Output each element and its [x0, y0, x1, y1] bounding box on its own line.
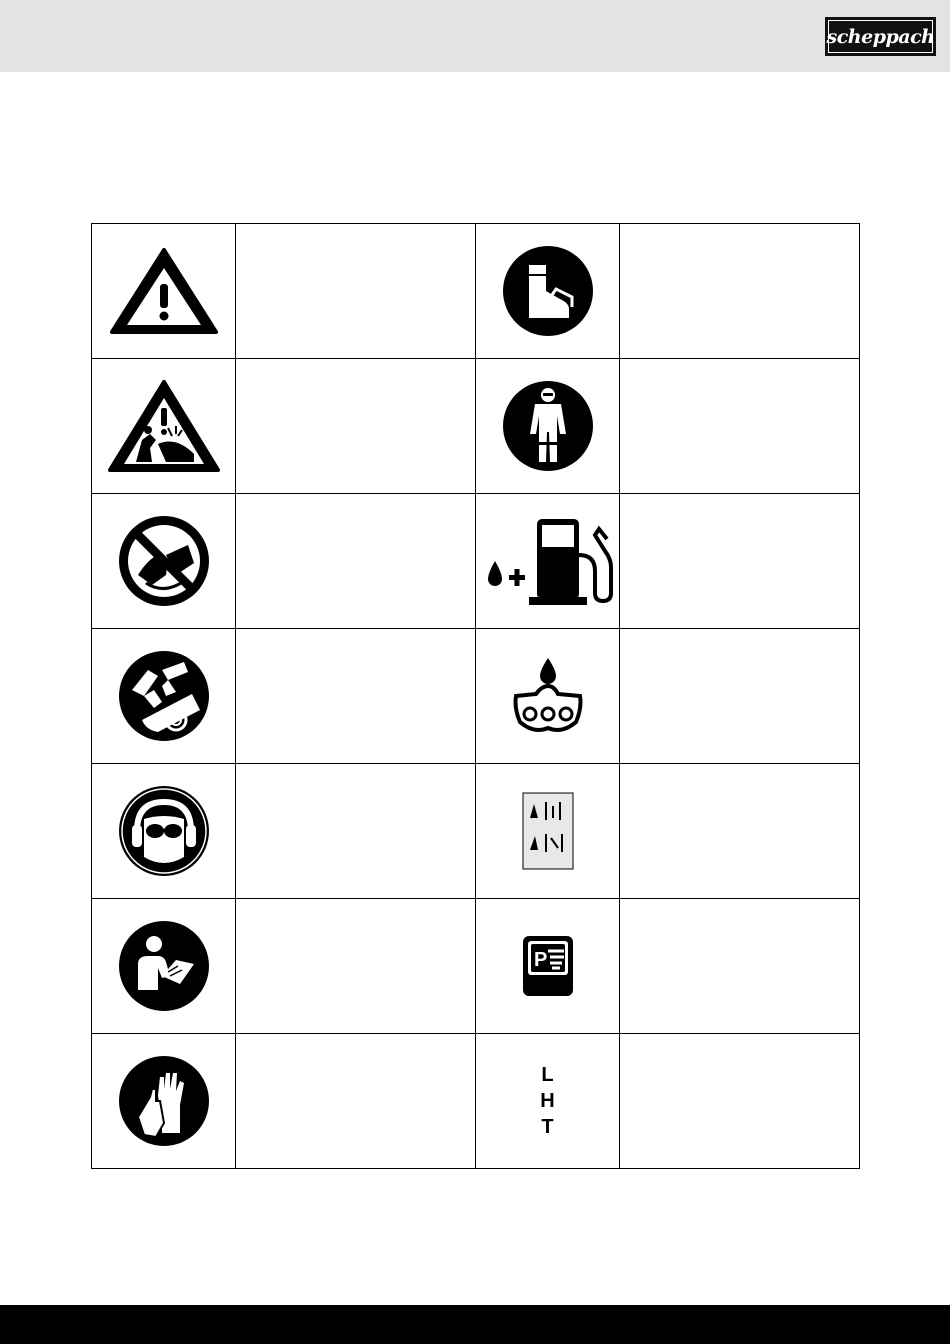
text-cell [236, 494, 476, 629]
protective-gloves-icon [118, 1055, 210, 1147]
safety-symbols-table [91, 223, 860, 1169]
text-cell [620, 764, 860, 899]
text-cell [236, 224, 476, 359]
table-row [92, 359, 860, 494]
lht-l-label: L [541, 1064, 554, 1086]
icon-cell [476, 1034, 620, 1169]
text-cell [236, 359, 476, 494]
icon-cell [476, 359, 620, 494]
table-row [92, 764, 860, 899]
carburetor-screws-icon [476, 1064, 619, 1138]
warning-triangle-icon [108, 246, 220, 336]
text-cell [620, 224, 860, 359]
svg-text:P: P [533, 949, 547, 971]
text-cell [620, 359, 860, 494]
safety-boots-icon [502, 245, 594, 337]
head-eye-ear-protection-icon [118, 785, 210, 877]
table-row [92, 494, 860, 629]
icon-cell [476, 494, 620, 629]
text-cell [620, 629, 860, 764]
table-row [92, 1034, 860, 1169]
text-cell [620, 899, 860, 1034]
footer-band [0, 1305, 950, 1344]
icon-cell [476, 224, 620, 359]
lht-h-label: H [540, 1090, 555, 1112]
icon-cell [92, 764, 236, 899]
icon-cell [92, 899, 236, 1034]
table-row [92, 629, 860, 764]
icon-cell [92, 224, 236, 359]
text-cell [236, 1034, 476, 1169]
two-hand-operation-icon [118, 650, 210, 742]
header-band [0, 0, 950, 72]
no-one-handed-operation-icon [118, 515, 210, 607]
icon-cell [92, 1034, 236, 1169]
chain-tension-icon [522, 792, 574, 870]
table-row [92, 224, 860, 359]
kickback-warning-icon [106, 378, 222, 474]
text-cell [236, 629, 476, 764]
icon-cell [92, 494, 236, 629]
text-cell [236, 899, 476, 1034]
fuel-oil-mix-icon [483, 515, 613, 607]
icon-cell [476, 899, 620, 1034]
icon-cell [476, 764, 620, 899]
scheppach-logo: scheppach [825, 17, 936, 56]
text-cell [620, 494, 860, 629]
table-row [92, 899, 860, 1034]
chain-oil-icon [512, 656, 584, 736]
lht-t-label: T [541, 1116, 554, 1138]
icon-cell [92, 359, 236, 494]
icon-cell [92, 629, 236, 764]
icon-cell [476, 629, 620, 764]
protective-clothing-icon [502, 380, 594, 472]
text-cell [620, 1034, 860, 1169]
primer-bulb-icon [522, 935, 574, 997]
text-cell [236, 764, 476, 899]
read-manual-icon [118, 920, 210, 1012]
